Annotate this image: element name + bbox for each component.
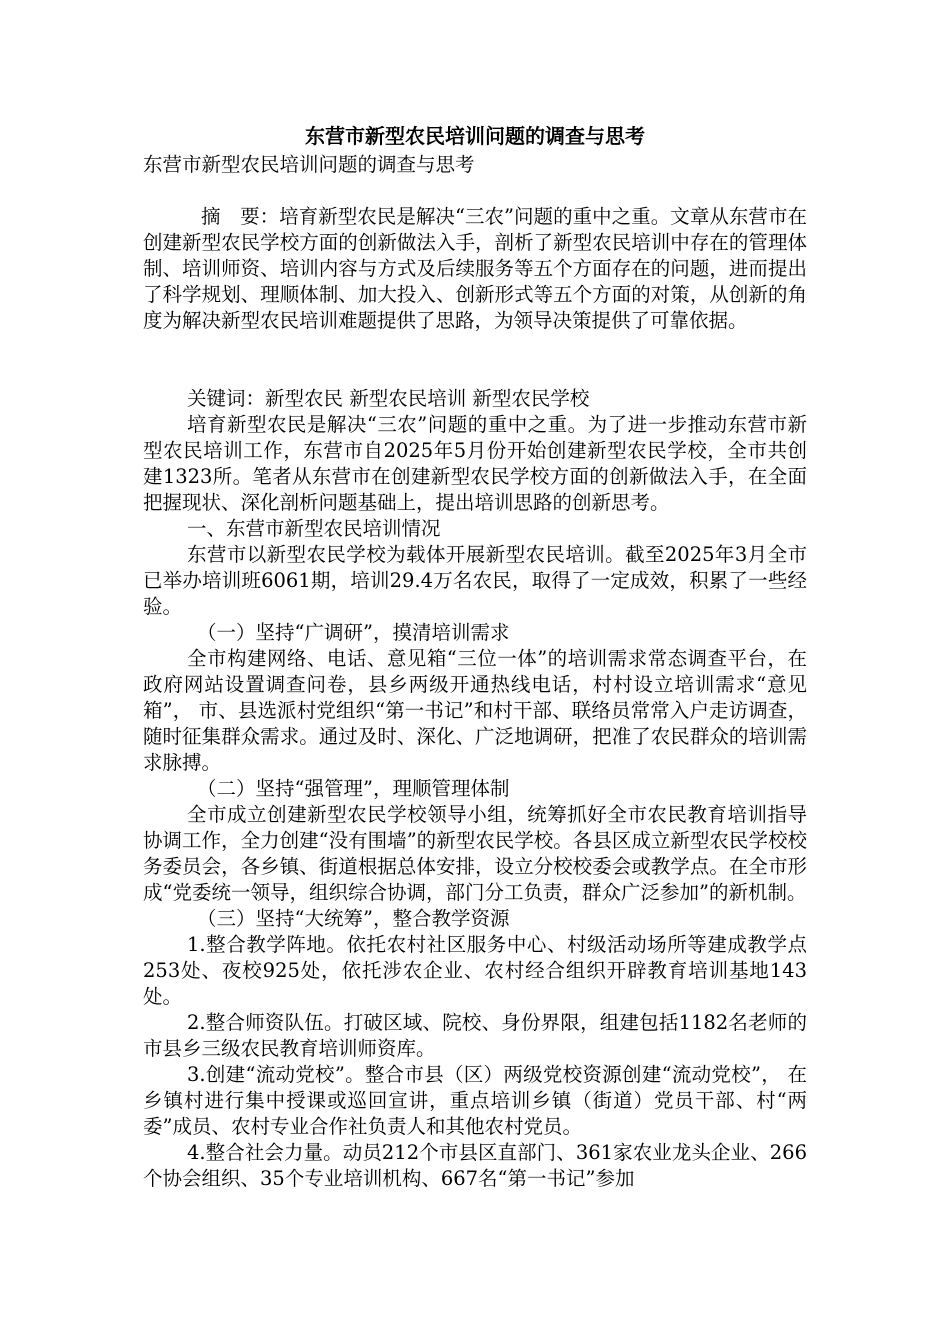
body-paragraph: 培育新型农民是解决“三农”问题的重中之重。为了进一步推动东营市新型农民培训工作，东营市自2025年5月份开始创建新型农民学校，全市共创建1323所。笔者从东营市在创建新型农民学校方面的创新做法入手，在全面把握现状、深化剖析问题基础上，提出培训思路的创新思考。 — [143, 413, 807, 514]
body-paragraph: 1.整合教学阵地。依托农村社区服务中心、村级活动场所等建成教学点253处、夜校925处，依托涉农企业、农村经合组织开辟教育培训基地143处。 — [143, 933, 807, 1008]
blank-line — [143, 360, 807, 386]
subsection-heading: （三）坚持“大统筹”，整合教学资源 — [197, 907, 510, 930]
subsection-heading: （二）坚持“强管理”，理顺管理体制 — [197, 777, 510, 800]
body-paragraph: 2.整合师资队伍。打破区域、院校、身份界限，组建包括1182名老师的市县乡三级农民教育培训师资库。 — [143, 1011, 807, 1060]
body-paragraph: 全市成立创建新型农民学校领导小组，统筹抓好全市农民教育培训指导协调工作，全力创建“没有围墙”的新型农民学校。各县区成立新型农民学校校务委员会，各乡镇、街道根据总体安排，设立分校校委会或教学点。在全市形成“党委统一领导，组织综合协调，部门分工负责，群众广泛参加”的新机制。 — [143, 803, 807, 904]
document-body — [143, 122, 807, 1192]
abstract-paragraph: 摘 要：培育新型农民是解决“三农”问题的重中之重。文章从东营市在创建新型农民学校方面的创新做法入手，剖析了新型农民培训中存在的管理体制、培训师资、培训内容与方式及后续服务等五个方面存在的问题，进而提出了科学规划、理顺体制、加大投入、创新形式等五个方面的对策，从创新的角度为解决新型农民培训难题提供了思路，为领导决策提供了可靠依据。 — [143, 205, 807, 332]
blank-line — [143, 334, 807, 360]
body-paragraph: 全市构建网络、电话、意见箱“三位一体”的培训需求常态调查平台，在政府网站设置调查问卷，县乡两级开通热线电话，村村设立培训需求“意见箱”， 市、县选派村党组织“第一书记”和村干部、联络员常常入户走访调查，随时征集群众需求。通过及时、深化、广泛地调研，把准了农民群众的培训需求脉搏。 — [143, 647, 807, 774]
document-title: 东营市新型农民培训问题的调查与思考 — [305, 124, 645, 148]
body-paragraph: 东营市以新型农民学校为载体开展新型农民培训。截至2025年3月全市已举办培训班6061期，培训29.4万名农民，取得了一定成效，积累了一些经验。 — [143, 543, 807, 618]
body-paragraph: 4.整合社会力量。动员212个市县区直部门、361家农业龙头企业、266个协会组织、35个专业培训机构、667名“第一书记”参加 — [143, 1141, 807, 1190]
blank-line — [143, 178, 807, 204]
subsection-heading: （一）坚持“广调研”，摸清培训需求 — [197, 621, 510, 644]
document-subtitle: 东营市新型农民培训问题的调查与思考 — [143, 153, 475, 176]
body-paragraph: 3.创建“流动党校”。整合市县（区）两级党校资源创建“流动党校”， 在乡镇村进行集中授课或巡回宣讲，重点培训乡镇（街道）党员干部、村“两委”成员、农村专业合作社负责人和其他农村党员。 — [143, 1063, 807, 1138]
section-heading: 一、东营市新型农民培训情况 — [187, 517, 441, 540]
keywords-line: 关键词：新型农民 新型农民培训 新型农民学校 — [187, 387, 590, 410]
